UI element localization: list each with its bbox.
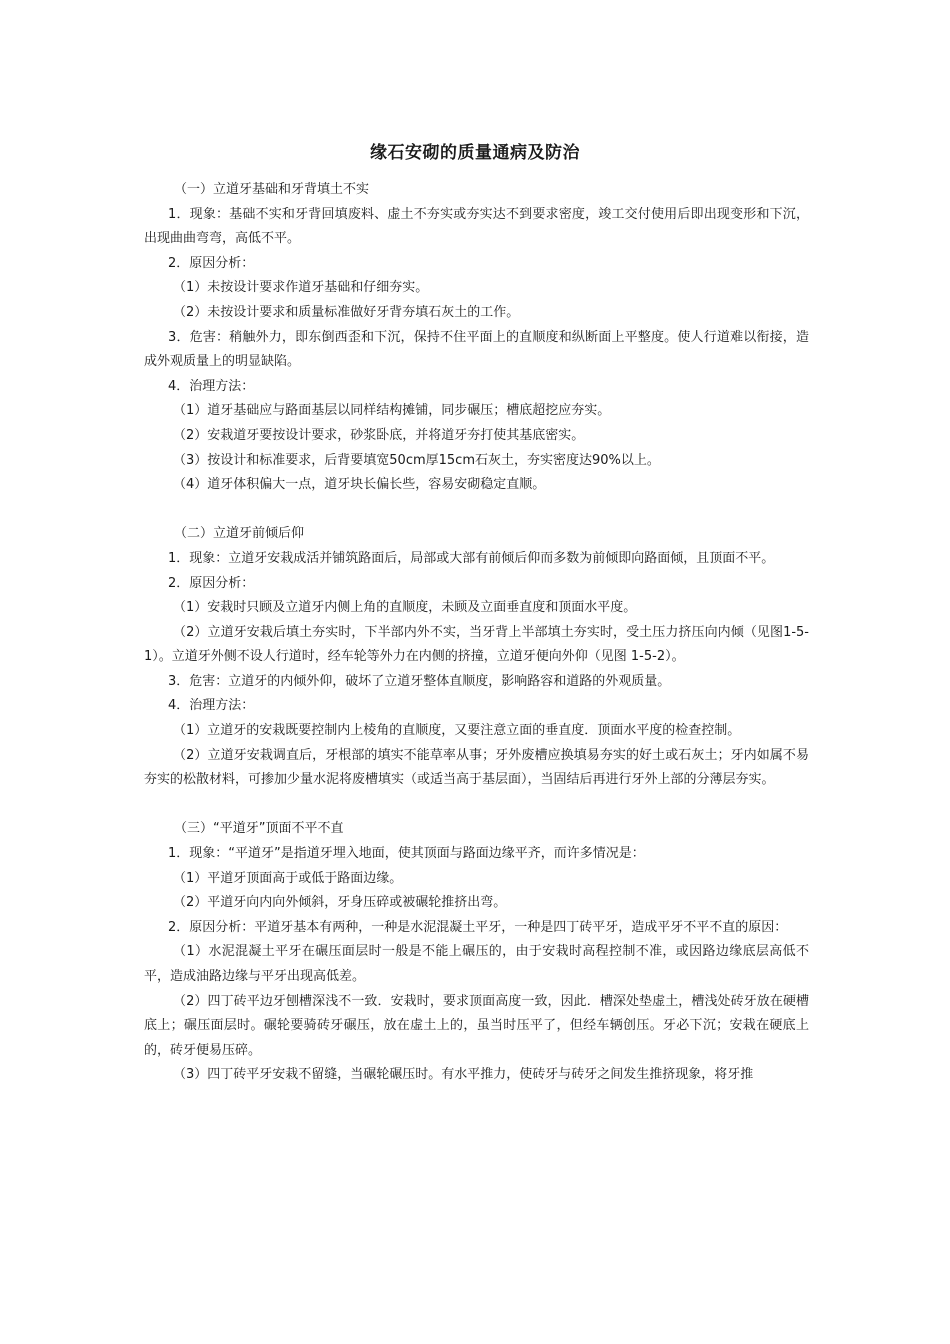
paragraph: 2．原因分析： (168, 255, 255, 271)
section-heading: （三）“平道牙”顶面不平不直 (174, 821, 344, 837)
paragraph: （1）平道牙顶面高于或低于路面边缘。 (173, 870, 403, 886)
paragraph: 1．现象：“平道牙”是指道牙埋入地面，使其顶面与路面边缘平齐，而许多情况是： (168, 846, 645, 862)
paragraph: （1）水泥混凝土平牙在碾压面层时一般是不能上碾压的，由于安栽时高程控制不准，或因路边缘底层高低不平，造成油路边缘与平牙出现高低差。 (144, 944, 809, 984)
section-heading: （一）立道牙基础和牙背填土不实 (174, 182, 370, 197)
paragraph: 2．原因分析：平道牙基本有两种，一种是水泥混凝土平牙，一种是四丁砖平牙，造成平牙不平不直的原因： (168, 919, 788, 935)
document-title: 缘石安砌的质量通病及防治 (370, 143, 580, 163)
paragraph: （3）四丁砖平牙安栽不留缝，当碾轮碾压时。有水平推力，使砖牙与砖牙之间发生推挤现象，将牙推 (173, 1067, 754, 1083)
paragraph: （1）未按设计要求作道牙基础和仔细夯实。 (173, 280, 429, 296)
section-spacer (144, 793, 809, 818)
paragraph: 4．治理方法： (168, 698, 255, 714)
paragraph: （2）立道牙安栽后填土夯实时，下半部内外不实，当牙背上半部填土夯实时，受土压力挤压向内倾（见图1-5-1）。立道牙外侧不设人行道时，经车轮等外力在内侧的挤撞，立道牙便向外仰（见图 1-5-2）。 (144, 624, 809, 665)
paragraph: （2）安栽道牙要按设计要求，砂浆卧底，并将道牙夯打使其基底密实。 (173, 427, 585, 443)
section-spacer (144, 498, 809, 523)
paragraph: 3．危害：立道牙的内倾外仰，破坏了立道牙整体直顺度，影响路容和道路的外观质量。 (168, 673, 671, 689)
paragraph: 1．现象：立道牙安栽成活并铺筑路面后，局部或大部有前倾后仰而多数为前倾即向路面倾，且顶面不平。 (168, 550, 775, 566)
paragraph: 3．危害：稍触外力，即东倒西歪和下沉，保持不住平面上的直顺度和纵断面上平整度。使人行道难以衔接，造成外观质量上的明显缺陷。 (144, 329, 809, 370)
paragraph: （2）四丁砖平边牙刨槽深浅不一致．安栽时，要求顶面高度一致，因此．槽深处垫虚土，槽浅处砖牙放在硬槽底上；碾压面层时。碾轮要骑砖牙碾压，放在虚土上的，虽当时压平了，但经车辆创压。牙必下沉；安栽在硬底上的，砖牙便易压碎。 (144, 993, 809, 1058)
paragraph: 2．原因分析： (168, 575, 255, 591)
paragraph: （4）道牙体积偏大一点，道牙块长偏长些，容易安砌稳定直顺。 (173, 477, 546, 493)
paragraph: （2）平道牙向内向外倾斜，牙身压碎或被碾轮推挤出弯。 (173, 895, 507, 911)
section-heading: （二）立道牙前倾后仰 (174, 526, 305, 542)
paragraph: 4．治理方法： (168, 378, 255, 394)
document-body (144, 178, 809, 1088)
paragraph: 1．现象：基础不实和牙背回填废料、虚土不夯实或夯实达不到要求密度，竣工交付使用后即出现变形和下沉，出现曲曲弯弯，高低不平。 (144, 206, 809, 247)
paragraph: （3）按设计和标准要求，后背要填宽50cm厚15cm石灰土，夯实密度达90%以上。 (173, 452, 660, 468)
paragraph: （1）立道牙的安栽既要控制内上棱角的直顺度，又要注意立面的垂直度．顶面水平度的检查控制。 (173, 723, 741, 739)
paragraph: （2）立道牙安栽调直后，牙根部的填实不能草率从事；牙外废槽应换填易夯实的好土或石灰土；牙内如属不易夯实的松散材料，可掺加少量水泥将废槽填实（或适当高于基层面），当固结后再进行牙外上部的分薄层夯实。 (144, 747, 809, 788)
paragraph: （1）道牙基础应与路面基层以同样结构摊铺，同步碾压；槽底超挖应夯实。 (173, 403, 611, 419)
paragraph: （2）未按设计要求和质量标准做好牙背夯填石灰土的工作。 (173, 304, 520, 320)
paragraph: （1）安栽时只顾及立道牙内侧上角的直顺度，未顾及立面垂直度和顶面水平度。 (173, 600, 637, 616)
